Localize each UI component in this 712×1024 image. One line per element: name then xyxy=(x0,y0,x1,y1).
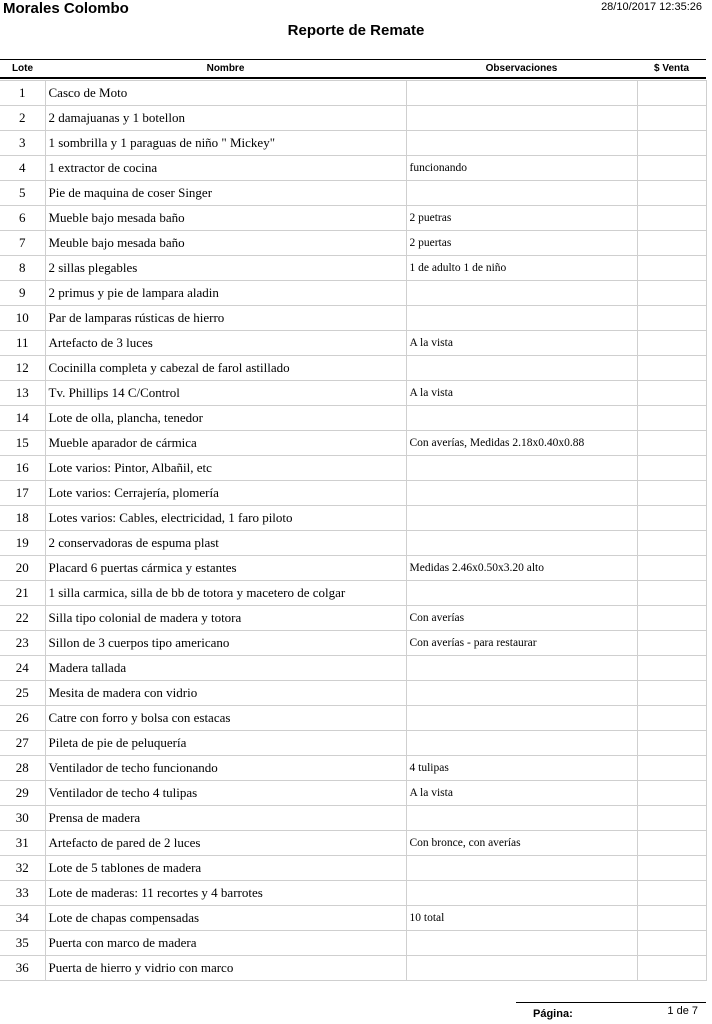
cell-observaciones: Con averías - para restaurar xyxy=(406,631,637,656)
cell-nombre: Casco de Moto xyxy=(45,81,406,106)
page-label: Página: xyxy=(533,1008,573,1020)
cell-nombre: Lote varios: Pintor, Albañil, etc xyxy=(45,456,406,481)
cell-lote: 36 xyxy=(0,956,45,981)
cell-venta xyxy=(637,606,706,631)
cell-lote: 15 xyxy=(0,431,45,456)
cell-nombre: Mueble aparador de cármica xyxy=(45,431,406,456)
footer-divider xyxy=(516,1002,706,1003)
table-row xyxy=(0,781,706,806)
cell-observaciones xyxy=(406,456,637,481)
cell-venta xyxy=(637,281,706,306)
cell-venta xyxy=(637,806,706,831)
cell-lote: 16 xyxy=(0,456,45,481)
table-row xyxy=(0,706,706,731)
cell-nombre: 2 damajuanas y 1 botellon xyxy=(45,106,406,131)
cell-nombre: Lote de 5 tablones de madera xyxy=(45,856,406,881)
cell-observaciones xyxy=(406,481,637,506)
cell-lote: 2 xyxy=(0,106,45,131)
cell-observaciones xyxy=(406,81,637,106)
cell-nombre: Madera tallada xyxy=(45,656,406,681)
cell-venta xyxy=(637,406,706,431)
cell-lote: 6 xyxy=(0,206,45,231)
cell-lote: 14 xyxy=(0,406,45,431)
cell-observaciones xyxy=(406,506,637,531)
cell-venta xyxy=(637,631,706,656)
cell-observaciones xyxy=(406,731,637,756)
cell-observaciones: Con bronce, con averías xyxy=(406,831,637,856)
table-row xyxy=(0,231,706,256)
cell-venta xyxy=(637,131,706,156)
cell-venta xyxy=(637,456,706,481)
cell-lote: 29 xyxy=(0,781,45,806)
cell-venta xyxy=(637,231,706,256)
cell-observaciones: funcionando xyxy=(406,156,637,181)
table-row xyxy=(0,331,706,356)
cell-lote: 10 xyxy=(0,306,45,331)
cell-nombre: Lote varios: Cerrajería, plomería xyxy=(45,481,406,506)
table-row xyxy=(0,481,706,506)
table-row xyxy=(0,581,706,606)
cell-lote: 24 xyxy=(0,656,45,681)
table-row xyxy=(0,681,706,706)
cell-lote: 4 xyxy=(0,156,45,181)
cell-lote: 26 xyxy=(0,706,45,731)
cell-observaciones xyxy=(406,581,637,606)
cell-observaciones: 1 de adulto 1 de niño xyxy=(406,256,637,281)
cell-observaciones xyxy=(406,406,637,431)
table-row xyxy=(0,906,706,931)
cell-observaciones xyxy=(406,931,637,956)
cell-lote: 33 xyxy=(0,881,45,906)
cell-observaciones xyxy=(406,181,637,206)
cell-venta xyxy=(637,331,706,356)
cell-nombre: Catre con forro y bolsa con estacas xyxy=(45,706,406,731)
cell-observaciones xyxy=(406,106,637,131)
table-row xyxy=(0,556,706,581)
cell-lote: 30 xyxy=(0,806,45,831)
table-row xyxy=(0,756,706,781)
table-row xyxy=(0,506,706,531)
table-row xyxy=(0,406,706,431)
cell-nombre: Prensa de madera xyxy=(45,806,406,831)
cell-observaciones: A la vista xyxy=(406,381,637,406)
column-header-venta: $ Venta xyxy=(653,63,690,74)
cell-lote: 19 xyxy=(0,531,45,556)
cell-lote: 8 xyxy=(0,256,45,281)
cell-lote: 25 xyxy=(0,681,45,706)
cell-venta xyxy=(637,706,706,731)
table-row xyxy=(0,306,706,331)
cell-venta xyxy=(637,881,706,906)
cell-venta xyxy=(637,731,706,756)
cell-nombre: Pie de maquina de coser Singer xyxy=(45,181,406,206)
cell-venta xyxy=(637,556,706,581)
table-row xyxy=(0,181,706,206)
table-row xyxy=(0,81,706,106)
cell-venta xyxy=(637,856,706,881)
cell-nombre: 2 primus y pie de lampara aladin xyxy=(45,281,406,306)
page-count: 1 de 7 xyxy=(667,1005,698,1017)
table-row xyxy=(0,631,706,656)
report-title: Reporte de Remate xyxy=(287,22,425,39)
table-row xyxy=(0,156,706,181)
table-row xyxy=(0,281,706,306)
cell-nombre: Lotes varios: Cables, electricidad, 1 faro piloto xyxy=(45,506,406,531)
table-row xyxy=(0,956,706,981)
table-row xyxy=(0,881,706,906)
table-header xyxy=(0,59,706,79)
cell-nombre: Puerta de hierro y vidrio con marco xyxy=(45,956,406,981)
cell-observaciones: Con averías xyxy=(406,606,637,631)
table-row xyxy=(0,656,706,681)
cell-venta xyxy=(637,931,706,956)
cell-lote: 5 xyxy=(0,181,45,206)
cell-nombre: Sillon de 3 cuerpos tipo americano xyxy=(45,631,406,656)
report-datetime: 28/10/2017 12:35:26 xyxy=(601,1,702,13)
cell-lote: 18 xyxy=(0,506,45,531)
table-row xyxy=(0,531,706,556)
company-name: Morales Colombo xyxy=(3,0,129,17)
cell-lote: 9 xyxy=(0,281,45,306)
cell-nombre: 2 sillas plegables xyxy=(45,256,406,281)
cell-nombre: Artefacto de 3 luces xyxy=(45,331,406,356)
cell-observaciones: 4 tulipas xyxy=(406,756,637,781)
cell-observaciones: A la vista xyxy=(406,781,637,806)
cell-lote: 23 xyxy=(0,631,45,656)
cell-observaciones xyxy=(406,281,637,306)
table-row xyxy=(0,206,706,231)
cell-observaciones: Medidas 2.46x0.50x3.20 alto xyxy=(406,556,637,581)
cell-nombre: Par de lamparas rústicas de hierro xyxy=(45,306,406,331)
cell-nombre: Silla tipo colonial de madera y totora xyxy=(45,606,406,631)
cell-venta xyxy=(637,581,706,606)
cell-lote: 22 xyxy=(0,606,45,631)
cell-venta xyxy=(637,831,706,856)
cell-nombre: Pileta de pie de peluquería xyxy=(45,731,406,756)
cell-venta xyxy=(637,531,706,556)
cell-lote: 12 xyxy=(0,356,45,381)
cell-lote: 32 xyxy=(0,856,45,881)
table-row xyxy=(0,831,706,856)
cell-nombre: 1 sombrilla y 1 paraguas de niño " Mickey" xyxy=(45,131,406,156)
cell-venta xyxy=(637,906,706,931)
table-row xyxy=(0,131,706,156)
cell-lote: 31 xyxy=(0,831,45,856)
cell-observaciones: Con averías, Medidas 2.18x0.40x0.88 xyxy=(406,431,637,456)
cell-lote: 34 xyxy=(0,906,45,931)
cell-nombre: Cocinilla completa y cabezal de farol astillado xyxy=(45,356,406,381)
cell-venta xyxy=(637,206,706,231)
cell-observaciones xyxy=(406,706,637,731)
cell-lote: 27 xyxy=(0,731,45,756)
cell-nombre: Artefacto de pared de 2 luces xyxy=(45,831,406,856)
table-row xyxy=(0,256,706,281)
table-row xyxy=(0,431,706,456)
cell-venta xyxy=(637,356,706,381)
lots-table-body xyxy=(0,81,706,981)
table-row xyxy=(0,606,706,631)
cell-nombre: 1 silla carmica, silla de bb de totora y macetero de colgar xyxy=(45,581,406,606)
cell-observaciones xyxy=(406,681,637,706)
cell-lote: 17 xyxy=(0,481,45,506)
cell-lote: 3 xyxy=(0,131,45,156)
cell-nombre: Tv. Phillips 14 C/Control xyxy=(45,381,406,406)
column-header-lote: Lote xyxy=(11,63,34,74)
cell-nombre: Lote de maderas: 11 recortes y 4 barrotes xyxy=(45,881,406,906)
cell-observaciones: A la vista xyxy=(406,331,637,356)
cell-nombre: 1 extractor de cocina xyxy=(45,156,406,181)
cell-venta xyxy=(637,81,706,106)
cell-observaciones xyxy=(406,306,637,331)
cell-nombre: Ventilador de techo funcionando xyxy=(45,756,406,781)
cell-lote: 21 xyxy=(0,581,45,606)
table-row xyxy=(0,806,706,831)
cell-observaciones xyxy=(406,531,637,556)
cell-nombre: Puerta con marco de madera xyxy=(45,931,406,956)
table-row xyxy=(0,456,706,481)
cell-observaciones xyxy=(406,956,637,981)
cell-venta xyxy=(637,256,706,281)
cell-lote: 11 xyxy=(0,331,45,356)
lots-table xyxy=(0,80,707,981)
cell-nombre: Lote de chapas compensadas xyxy=(45,906,406,931)
table-row xyxy=(0,381,706,406)
cell-lote: 13 xyxy=(0,381,45,406)
cell-observaciones xyxy=(406,656,637,681)
cell-nombre: 2 conservadoras de espuma plast xyxy=(45,531,406,556)
cell-observaciones xyxy=(406,856,637,881)
cell-venta xyxy=(637,506,706,531)
cell-venta xyxy=(637,106,706,131)
cell-nombre: Placard 6 puertas cármica y estantes xyxy=(45,556,406,581)
column-header-observaciones: Observaciones xyxy=(485,63,558,74)
cell-lote: 7 xyxy=(0,231,45,256)
cell-observaciones: 10 total xyxy=(406,906,637,931)
cell-observaciones xyxy=(406,881,637,906)
cell-nombre: Ventilador de techo 4 tulipas xyxy=(45,781,406,806)
cell-lote: 35 xyxy=(0,931,45,956)
cell-nombre: Meuble bajo mesada baño xyxy=(45,231,406,256)
cell-venta xyxy=(637,156,706,181)
cell-venta xyxy=(637,306,706,331)
cell-lote: 28 xyxy=(0,756,45,781)
cell-venta xyxy=(637,781,706,806)
cell-venta xyxy=(637,181,706,206)
cell-lote: 20 xyxy=(0,556,45,581)
table-row xyxy=(0,356,706,381)
cell-nombre: Mesita de madera con vidrio xyxy=(45,681,406,706)
table-row xyxy=(0,731,706,756)
cell-nombre: Lote de olla, plancha, tenedor xyxy=(45,406,406,431)
cell-venta xyxy=(637,681,706,706)
table-row xyxy=(0,931,706,956)
cell-observaciones: 2 puetras xyxy=(406,206,637,231)
column-header-nombre: Nombre xyxy=(206,63,245,74)
cell-venta xyxy=(637,481,706,506)
cell-lote: 1 xyxy=(0,81,45,106)
cell-venta xyxy=(637,381,706,406)
cell-observaciones xyxy=(406,356,637,381)
cell-venta xyxy=(637,656,706,681)
cell-observaciones xyxy=(406,131,637,156)
table-row xyxy=(0,106,706,131)
cell-observaciones xyxy=(406,806,637,831)
cell-venta xyxy=(637,756,706,781)
cell-venta xyxy=(637,956,706,981)
cell-nombre: Mueble bajo mesada baño xyxy=(45,206,406,231)
cell-venta xyxy=(637,431,706,456)
table-row xyxy=(0,856,706,881)
cell-observaciones: 2 puertas xyxy=(406,231,637,256)
